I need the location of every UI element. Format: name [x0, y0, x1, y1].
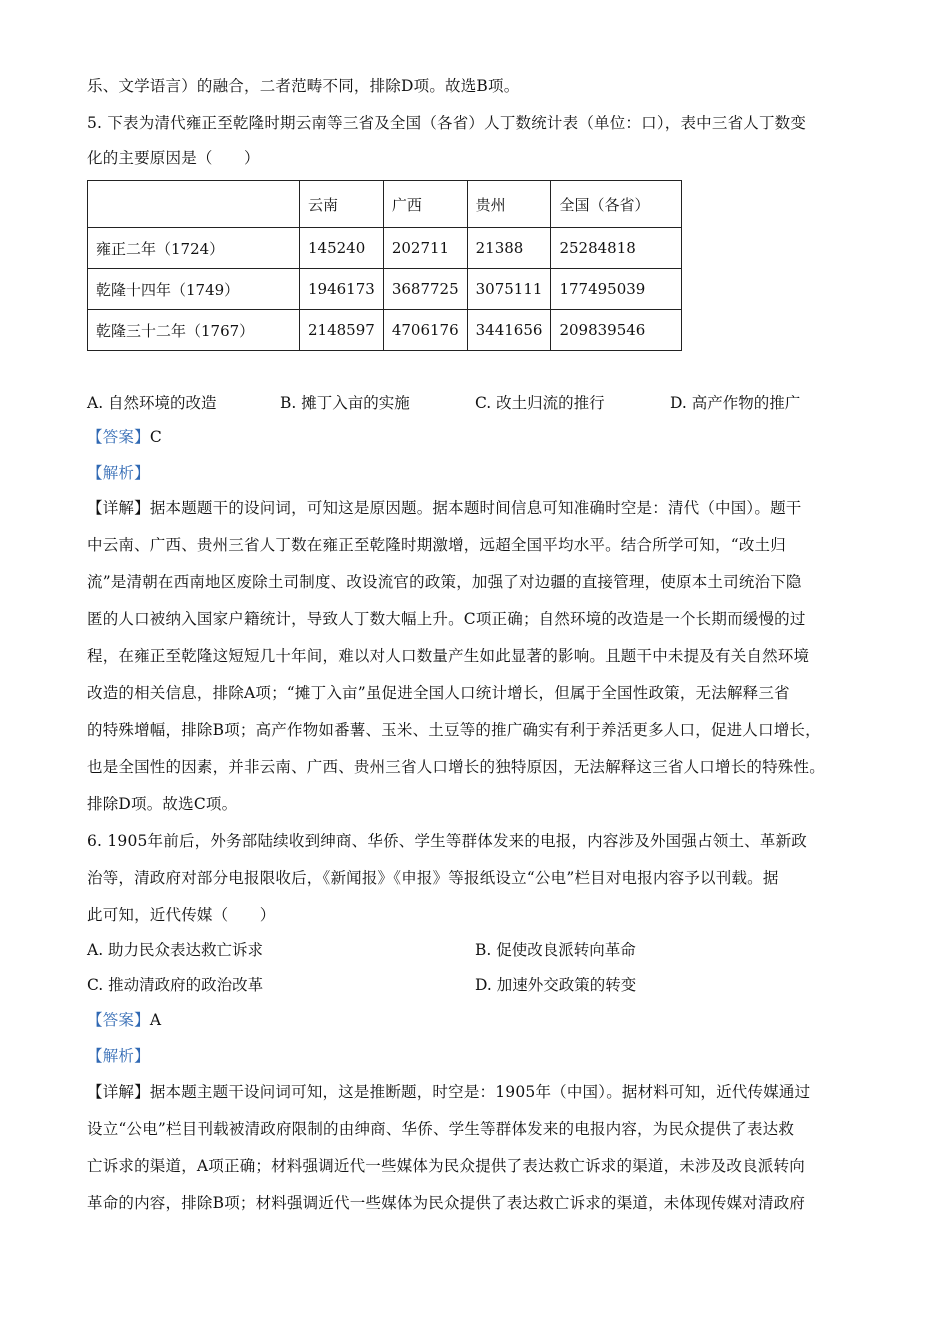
q5-stem-line-2: 化的主要原因是（ ）	[87, 149, 260, 167]
table-row	[88, 228, 682, 269]
table-cell: 177495039	[551, 269, 682, 310]
q6-answer	[87, 1010, 161, 1030]
table-cell: 4706176	[383, 310, 467, 351]
detail-label: 【详解】	[87, 1083, 150, 1101]
q5-detail-line: 【详解】据本题题干的设问词，可知这是原因题。据本题时间信息可知准确时空是：清代（中国）。题干	[87, 499, 802, 517]
answer-value: C	[149, 428, 162, 446]
q5-option-c: C. 改土归流的推行	[475, 394, 605, 412]
q6-detail-line: 亡诉求的渠道，A项正确；材料强调近代一些媒体为民众提供了表达救亡诉求的渠道，未涉及改良派转向	[87, 1157, 805, 1175]
table-cell: 3441656	[467, 310, 551, 351]
q5-option-a: A. 自然环境的改造	[87, 394, 217, 412]
q5-detail-line: 程，在雍正至乾隆这短短几十年间，难以对人口数量产生如此显著的影响。且题干中未提及有关自然环境	[87, 647, 810, 665]
q6-option-a: A. 助力民众表达救亡诉求	[87, 941, 264, 959]
q6-stem-line: 此可知，近代传媒（ ）	[87, 906, 276, 924]
answer-label: 【答案】	[87, 428, 150, 446]
table-cell: 3687725	[383, 269, 467, 310]
q6-stem-line: 治等，清政府对部分电报限收后，《新闻报》《申报》等报纸设立“公电”栏目对电报内容予以刊载。据	[87, 869, 779, 887]
table-header-cell: 贵州	[467, 181, 551, 228]
q5-detail-line: 排除D项。故选C项。	[87, 795, 238, 813]
table-cell: 145240	[300, 228, 384, 269]
table-cell: 21388	[467, 228, 551, 269]
table-cell: 乾隆三十二年（1767）	[88, 310, 300, 351]
q5-detail-line: 改造的相关信息，排除A项；“摊丁入亩”虽促进全国人口统计增长，但属于全国性政策，无法解释三省	[87, 684, 790, 702]
q6-analysis-label: 【解析】	[87, 1047, 150, 1065]
table-header-cell: 全国（各省）	[551, 181, 682, 228]
table-row	[88, 269, 682, 310]
q5-detail-line: 匿的人口被纳入国家户籍统计，导致人丁数大幅上升。C项正确；自然环境的改造是一个长期而缓慢的过	[87, 610, 806, 628]
q6-detail-line: 革命的内容，排除B项；材料强调近代一些媒体为民众提供了表达救亡诉求的渠道，未体现传媒对清政府	[87, 1194, 806, 1212]
table-cell: 3075111	[467, 269, 551, 310]
table-header-cell	[88, 181, 300, 228]
q5-detail-line: 流”是清朝在西南地区废除土司制度、改设流官的政策，加强了对边疆的直接管理，使原本土司统治下隐	[87, 573, 802, 591]
q5-option-d: D. 高产作物的推广	[670, 394, 801, 412]
q5-stem-line-1: 5. 下表为清代雍正至乾隆时期云南等三省及全国（各省）人丁数统计表（单位：口），表中三省人丁数变	[87, 114, 807, 132]
q6-option-c: C. 推动清政府的政治改革	[87, 976, 264, 994]
table-header-row	[88, 181, 682, 228]
q6-option-b: B. 促使改良派转向革命	[475, 941, 636, 959]
q6-detail-line: 【详解】据本题主题干设问词可知，这是推断题，时空是：1905年（中国）。据材料可知，近代传媒通过	[87, 1083, 811, 1101]
table-cell: 202711	[383, 228, 467, 269]
q5-analysis-label: 【解析】	[87, 464, 150, 482]
prev-answer-tail: 乐、文学语言）的融合，二者范畴不同，排除D项。故选B项。	[87, 77, 520, 95]
q5-option-b: B. 摊丁入亩的实施	[280, 394, 410, 412]
q5-detail-line: 中云南、广西、贵州三省人丁数在雍正至乾隆时期激增，远超全国平均水平。结合所学可知，“改土归	[87, 536, 786, 554]
table-row	[88, 310, 682, 351]
table-header-cell: 云南	[300, 181, 384, 228]
q5-detail-line: 也是全国性的因素，并非云南、广西、贵州三省人口增长的独特原因，无法解释这三省人口增长的特殊性。	[87, 758, 825, 776]
population-table	[87, 180, 682, 351]
detail-label: 【详解】	[87, 499, 150, 517]
table-header-cell: 广西	[383, 181, 467, 228]
q5-answer	[87, 427, 162, 447]
table-cell: 25284818	[551, 228, 682, 269]
table-cell: 乾隆十四年（1749）	[88, 269, 300, 310]
table-cell: 雍正二年（1724）	[88, 228, 300, 269]
answer-value: A	[149, 1011, 162, 1029]
q6-detail-line: 设立“公电”栏目刊载被清政府限制的由绅商、华侨、学生等群体发来的电报内容，为民众提供了表达救	[87, 1120, 795, 1138]
table-cell: 1946173	[300, 269, 384, 310]
q6-option-d: D. 加速外交政策的转变	[475, 976, 637, 994]
q5-detail-line: 的特殊增幅，排除B项；高产作物如番薯、玉米、土豆等的推广确实有利于养活更多人口，促进人口增长，	[87, 721, 821, 739]
table-cell: 2148597	[300, 310, 384, 351]
table-cell: 209839546	[551, 310, 682, 351]
q6-stem-line: 6. 1905年前后，外务部陆续收到绅商、华侨、学生等群体发来的电报，内容涉及外国强占领土、革新政	[87, 832, 807, 850]
answer-label: 【答案】	[87, 1011, 150, 1029]
